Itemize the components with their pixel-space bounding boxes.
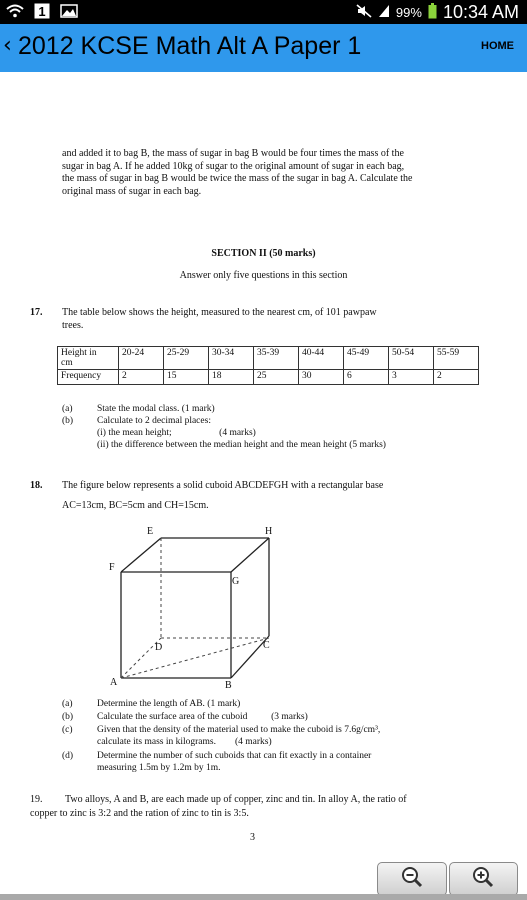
part-text: (i) the mean height; (4 marks) [97,428,256,438]
table-cell: 30 [299,370,344,385]
part-label: (c) [62,725,73,735]
home-button[interactable]: HOME [481,40,514,52]
zoom-controls [376,862,519,896]
table-cell: 30-34 [209,347,254,370]
table-cell [58,347,119,370]
zoom-out-icon [400,865,424,894]
table-cell: 25-29 [164,347,209,370]
question-line: trees. [62,319,84,331]
question-text: The figure below represents a solid cuboid ABCDEFGH with a rectangular base [62,480,384,491]
table-cell: 15 [164,370,209,385]
cuboid-figure [99,520,279,690]
question-text [62,307,482,332]
table-cell: 55-59 [434,347,479,370]
table-cell: 35-39 [254,347,299,370]
part-text: (ii) the difference between the median height and the mean height (5 marks) [97,440,386,450]
frequency-table [57,346,479,385]
vertex-label-f: F [109,562,115,573]
vertex-label-c: C [263,640,270,651]
table-cell: 18 [209,370,254,385]
notification-one-icon [34,3,50,24]
zoom-in-button[interactable] [449,862,519,896]
table-cell: 6 [344,370,389,385]
table-cell: 45-49 [344,347,389,370]
question-number: 19. [30,794,43,805]
part-text: calculate its mass in kilograms. (4 marks) [97,737,272,747]
part-label: (a) [62,404,73,414]
question-dimensions: AC=13cm, BC=5cm and CH=15cm. [62,500,209,511]
section-title: SECTION II (50 marks) [211,248,316,259]
table-cell: 2 [434,370,479,385]
vertex-label-b: B [225,680,232,690]
page-number: 3 [250,832,255,843]
part-text: Calculate to 2 decimal places: [97,416,211,426]
part-label: (d) [62,751,74,761]
part-text: Given that the density of the material used to make the cuboid is 7.6g/cm³, [97,725,381,735]
zoom-in-icon [471,865,495,894]
zoom-out-button[interactable] [377,862,447,896]
svg-text:1: 1 [38,4,46,19]
intro-paragraph [62,148,472,198]
question-number: 18. [30,480,43,491]
bottom-edge [0,894,527,900]
status-bar [0,0,527,24]
vertex-label-d: D [155,642,163,653]
question-number: 17. [30,307,43,318]
part-label: (b) [62,416,74,426]
vertex-label-e: E [147,526,154,537]
part-label: (b) [62,712,74,722]
app-bar [0,24,527,72]
part-text: Determine the number of such cuboids that can fit exactly in a container [97,751,372,761]
vertex-label-g: G [232,576,240,587]
vertex-label-h: H [265,526,273,537]
height-label: Height in [61,348,97,358]
question-text: Two alloys, A and B, are each made up of copper, zinc and tin. In alloy A, the ratio of [65,794,407,805]
table-cell: 3 [389,370,434,385]
intro-line: original mass of sugar in each bag. [62,185,202,197]
question-line: The table below shows the height, measured to the nearest cm, of 101 pawpaw [62,307,377,318]
image-icon [60,4,78,23]
part-text: Determine the length of AB. (1 mark) [97,699,241,709]
part-label: (a) [62,699,73,709]
table-cell: 25 [254,370,299,385]
intro-line: the mass of sugar in bag B would be twice the mass of the sugar in bag A. Calculate the [62,173,413,184]
intro-line: sugar in bag A. If he added 10kg of sugar to the original amount of sugar in each bag, [62,160,405,172]
table-cell: 2 [119,370,164,385]
wifi-icon [6,4,24,23]
section-instruction: Answer only five questions in this section [179,270,348,281]
part-text: State the modal class. (1 mark) [97,404,215,414]
table-cell: 50-54 [389,347,434,370]
back-chevron-icon[interactable]: ‹ [3,33,12,58]
table-row [58,347,479,370]
app-title: 2012 KCSE Math Alt A Paper 1 [18,32,362,60]
part-text: Calculate the surface area of the cuboid (3 marks) [97,712,308,722]
table-cell: 20-24 [119,347,164,370]
intro-line: and added it to bag B, the mass of sugar in bag B would be four times the mass of the [62,148,404,159]
part-text: measuring 1.5m by 1.2m by 1m. [97,763,221,773]
table-row [58,370,479,385]
battery-icon [428,3,437,22]
question-text: copper to zinc is 3:2 and the ration of zinc to tin is 3:5. [30,808,249,819]
table-cell: 40-44 [299,347,344,370]
vertex-label-a: A [110,677,118,688]
signal-icon [378,4,390,21]
document-page[interactable] [0,72,527,894]
height-unit: cm [61,358,73,368]
battery-percent: 99% [395,5,422,20]
mute-icon [356,4,372,21]
clock: 10:34 AM [442,2,519,22]
table-cell: Frequency [58,370,119,385]
